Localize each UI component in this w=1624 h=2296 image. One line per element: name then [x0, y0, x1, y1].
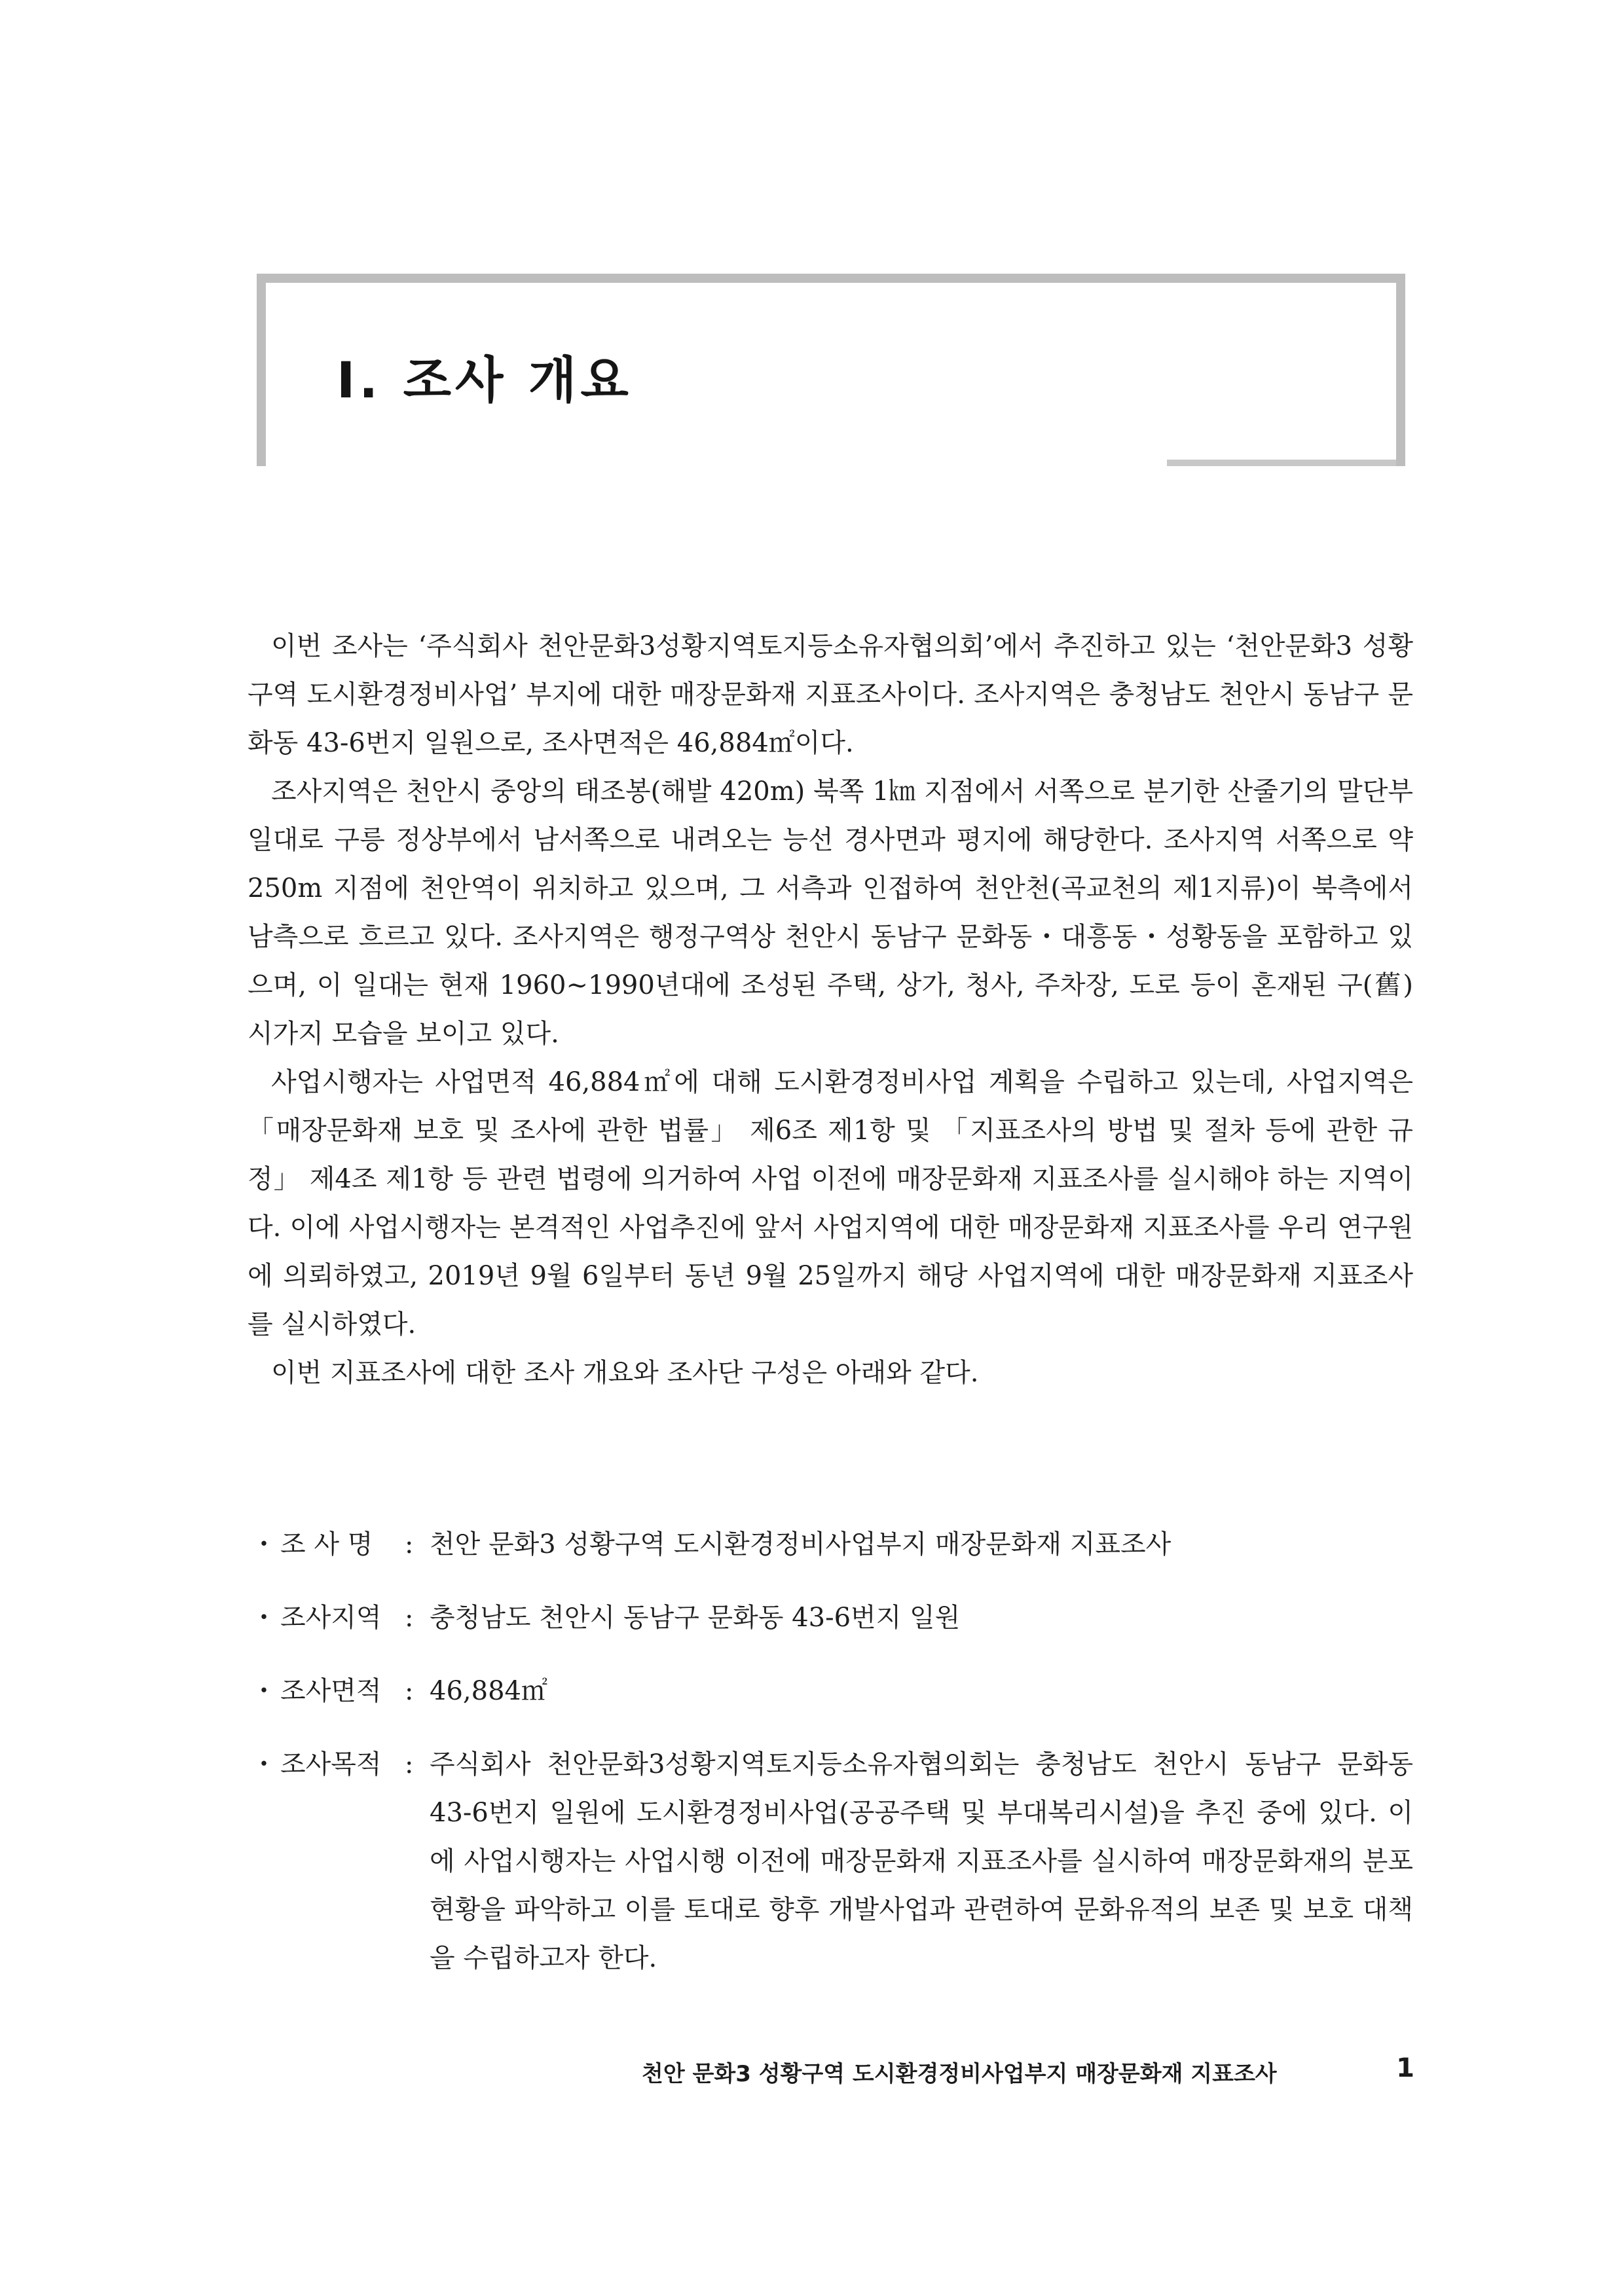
info-value: 46,884㎡ [430, 1676, 547, 1706]
colon: : [405, 1749, 414, 1779]
section-title-box [257, 274, 1405, 466]
info-label: 조 사 명 [280, 1529, 373, 1559]
paragraph: 조사지역은 천안시 중앙의 태조봉(해발 420m) 북쪽 1㎞ 지점에서 서쪽으로 분기한 산줄기의 말단부 일대로 구릉 정상부에서 남서쪽으로 내려오는 능선 경사면과 평지에 해당한다. 조사지역 서쪽으로 약 250m 지점에 천안역이 위치하고 있으며, 그 서측과 인접하여 천안천(곡교천의 제1지류)이 북측에서 남측으로 흐르고 있다. 조사지역은 행정구역상 천안시 동남구 문화동・대흥동・성황동을 포함하고 있으며, 이 일대는 현재 1960∼1990년대에 조성된 주택, 상가, 청사, 주차장, 도로 등이 혼재된 구(舊) 시가지 모습을 보이고 있다. [248, 776, 1413, 1049]
info-row-survey-purpose [248, 1740, 1413, 1982]
colon: : [405, 1603, 414, 1633]
info-value: 천안 문화3 성황구역 도시환경정비사업부지 매장문화재 지표조사 [430, 1529, 1172, 1559]
page-number: 1 [1396, 2053, 1414, 2083]
body-text [248, 622, 1413, 1397]
info-label: 조사지역 [280, 1603, 382, 1633]
paragraph: 사업시행자는 사업면적 46,884㎡에 대해 도시환경정비사업 계획을 수립하고 있는데, 사업지역은 「매장문화재 보호 및 조사에 관한 법률」 제6조 제1항 및 「지표조사의 방법 및 절차 등에 관한 규정」 제4조 제1항 등 관련 법령에 의거하여 사업 이전에 매장문화재 지표조사를 실시해야 하는 지역이다. 이에 사업시행자는 본격적인 사업추진에 앞서 사업지역에 대한 매장문화재 지표조사를 우리 연구원에 의뢰하였고, 2019년 9월 6일부터 동년 9월 25일까지 해당 사업지역에 대한 매장문화재 지표조사를 실시하였다. [248, 1067, 1413, 1339]
info-row-survey-size [248, 1667, 1413, 1715]
bullet: ・ [251, 1603, 277, 1633]
info-row-survey-name [248, 1520, 1413, 1569]
info-label: 조사목적 [280, 1749, 382, 1779]
footer-title: 천안 문화3 성황구역 도시환경정비사업부지 매장문화재 지표조사 [642, 2061, 1277, 2087]
title-box-underline [1167, 460, 1396, 466]
title-box-corner [257, 440, 266, 466]
paragraph: 이번 조사는 ‘주식회사 천안문화3성황지역토지등소유자협의회’에서 추진하고 있는 ‘천안문화3 성황구역 도시환경정비사업’ 부지에 대한 매장문화재 지표조사이다. 조사지역은 충청남도 천안시 동남구 문화동 43-6번지 일원으로, 조사면적은 46,884㎡이다. [248, 631, 1413, 758]
paragraph: 이번 지표조사에 대한 조사 개요와 조사단 구성은 아래와 같다. [271, 1358, 979, 1388]
info-label: 조사면적 [280, 1676, 382, 1706]
survey-info-list [248, 1520, 1413, 2007]
colon: : [405, 1529, 414, 1559]
colon: : [405, 1676, 414, 1706]
info-value: 충청남도 천안시 동남구 문화동 43-6번지 일원 [430, 1603, 961, 1633]
section-title: Ⅰ. 조사 개요 [337, 351, 633, 409]
info-value: 주식회사 천안문화3성황지역토지등소유자협의회는 충청남도 천안시 동남구 문화동 43-6번지 일원에 도시환경정비사업(공공주택 및 부대복리시설)을 추진 중에 있다. 이에 사업시행자는 사업시행 이전에 매장문화재 지표조사를 실시하여 매장문화재의 분포현황을 파악하고 이를 토대로 향후 개발사업과 관련하여 문화유적의 보존 및 보호 대책을 수립하고자 한다. [430, 1749, 1413, 1973]
bullet: ・ [251, 1749, 277, 1779]
info-row-survey-area [248, 1594, 1413, 1642]
bullet: ・ [251, 1529, 277, 1559]
bullet: ・ [251, 1676, 277, 1706]
